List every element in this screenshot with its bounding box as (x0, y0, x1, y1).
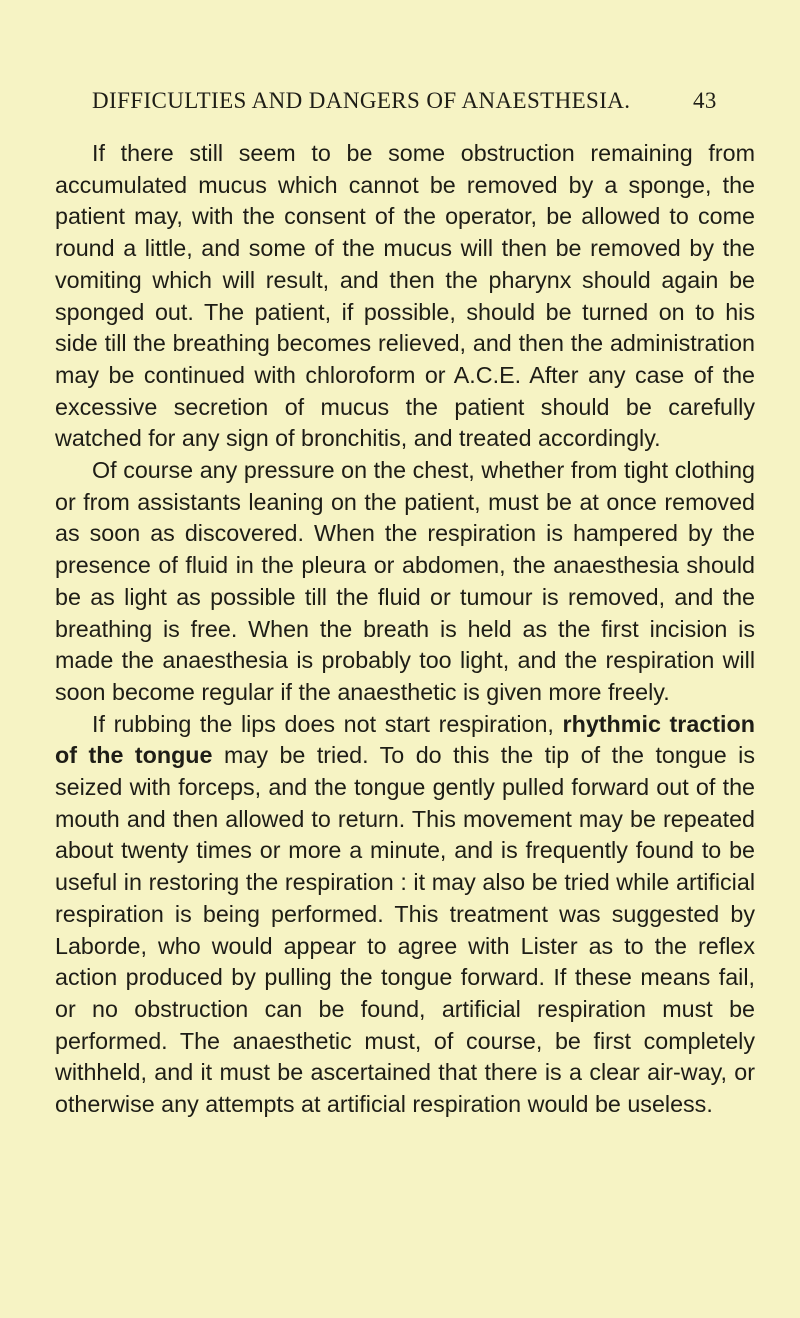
paragraph-text: may be tried. To do this the tip of the tongue is seized with forceps, and the tongue gently pulled forward out of the mouth and then allowed to return. This movement may be repeated about twenty times or more a minute, and is frequently found to be useful in restoring the respiration : it may also be tried while artificial respiration is being performed. This treatment was suggested by Laborde, who would appear to agree with Lister as to the reflex action produced by pulling the tongue forward. If these means fail, or no obstruction can be found, artificial respiration must be performed. The anaesthetic must, of course, be first completely withheld, and it must be ascertained that there is a clear air-way, or otherwise any attempts at artificial respiration would be useless. (55, 742, 755, 1118)
paragraph-text: If there still seem to be some obstruction remaining from accumulated mucus which cannot be removed by a sponge, the patient may, with the consent of the operator, be allowed to come round a little, and some of the mucus will then be removed by the vomiting which will result, and then the pharynx should again be sponged out. The patient, if possible, should be turned on to his side till the breathing becomes relieved, and then the administration may be continued with chloroform or A.C.E. After any case of the excessive secretion of mucus the patient should be carefully watched for any sign of bronchitis, and treated accordingly. (55, 140, 755, 452)
paragraph-text: Of course any pressure on the chest, whether from tight clothing or from assistants leaning on the patient, must be at once removed as soon as discovered. When the respiration is hampered by the presence of fluid in the pleura or abdomen, the anaesthesia should be as light as possible till the fluid or tumour is removed, and the breathing is free. When the breath is held as the first incision is made the anaesthesia is probably too light, and the respiration will soon become regular if the anaesthetic is given more freely. (55, 457, 755, 705)
running-head: DIFFICULTIES AND DANGERS OF ANAESTHESIA. (92, 88, 631, 113)
paragraph-text: If rubbing the lips does not start respiration, (92, 710, 554, 737)
paragraph (55, 138, 755, 455)
page-header (0, 88, 800, 124)
paragraph (55, 455, 755, 709)
body-text (55, 138, 755, 1121)
bold-term: rhythmic traction of the tongue (55, 710, 755, 769)
paragraph (55, 709, 755, 1121)
page-number: 43 (693, 88, 717, 113)
